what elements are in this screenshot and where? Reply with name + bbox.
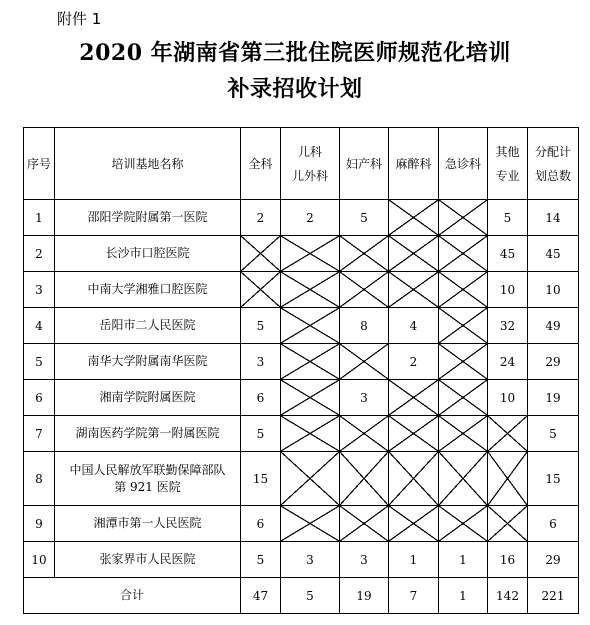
cell-obgyn-crossed (340, 416, 389, 452)
header-quanke: 全科 (241, 128, 281, 200)
cell-other-crossed (488, 506, 528, 542)
cell-anesthesia-crossed (389, 200, 439, 236)
cell-name: 南华大学附属南华医院 (55, 344, 241, 380)
cell-emergency-crossed (439, 272, 488, 308)
cell-quanke-crossed (241, 272, 281, 308)
cell-name: 湘南学院附属医院 (55, 380, 241, 416)
cell-total: 6 (528, 506, 579, 542)
cell-other-crossed (488, 452, 528, 506)
cell-name (55, 452, 241, 506)
cell-anesthesia-crossed (389, 452, 439, 506)
cell-other: 32 (488, 308, 528, 344)
table-row (24, 272, 579, 308)
cell-pediatrics-crossed (281, 308, 340, 344)
table-header-row (24, 128, 579, 200)
cell-other: 24 (488, 344, 528, 380)
cell-name-line2: 第 921 医院 (114, 479, 181, 494)
cell-name: 长沙市口腔医院 (55, 236, 241, 272)
cell-quanke: 5 (241, 542, 281, 578)
cell-total: 10 (528, 272, 579, 308)
cell-pediatrics-crossed (281, 272, 340, 308)
cell-emergency: 1 (439, 542, 488, 578)
cell-seq: 5 (24, 344, 55, 380)
cell-obgyn-crossed (340, 506, 389, 542)
cell-obgyn-crossed (340, 236, 389, 272)
cell-name: 中南大学湘雅口腔医院 (55, 272, 241, 308)
cell-seq: 10 (24, 542, 55, 578)
cell-total: 19 (528, 380, 579, 416)
cell-other: 10 (488, 272, 528, 308)
header-total-line2: 划总数 (534, 168, 571, 183)
total-obgyn: 19 (340, 578, 389, 614)
cell-seq: 3 (24, 272, 55, 308)
table-row (24, 380, 579, 416)
table-row (24, 308, 579, 344)
total-anesthesia: 7 (389, 578, 439, 614)
cell-anesthesia: 1 (389, 542, 439, 578)
recruitment-plan-table (23, 127, 579, 614)
cell-total: 45 (528, 236, 579, 272)
header-total (528, 128, 579, 200)
cell-seq: 2 (24, 236, 55, 272)
cell-seq: 4 (24, 308, 55, 344)
cell-other: 16 (488, 542, 528, 578)
header-total-line1: 分配计 (534, 144, 571, 159)
cell-emergency-crossed (439, 200, 488, 236)
table-total-row (24, 578, 579, 614)
header-pediatrics (281, 128, 340, 200)
cell-emergency-crossed (439, 344, 488, 380)
total-label: 合计 (24, 578, 241, 614)
cell-total: 14 (528, 200, 579, 236)
cell-obgyn: 5 (340, 200, 389, 236)
header-other-line2: 专业 (495, 168, 520, 183)
cell-quanke: 6 (241, 506, 281, 542)
cell-seq: 1 (24, 200, 55, 236)
cell-name: 湖南医药学院第一附属医院 (55, 416, 241, 452)
total-other: 142 (488, 578, 528, 614)
cell-name: 岳阳市二人民医院 (55, 308, 241, 344)
cell-other: 45 (488, 236, 528, 272)
header-pediatrics-line2: 儿外科 (291, 168, 328, 183)
cell-seq: 8 (24, 452, 55, 506)
cell-pediatrics-crossed (281, 236, 340, 272)
header-other-line1: 其他 (495, 144, 520, 159)
cell-pediatrics: 2 (281, 200, 340, 236)
table-row (24, 344, 579, 380)
header-other (488, 128, 528, 200)
document-title-line1: 2020 年湖南省第三批住院医师规范化培训 (79, 40, 511, 66)
cell-quanke: 6 (241, 380, 281, 416)
total-emergency: 1 (439, 578, 488, 614)
cell-pediatrics-crossed (281, 380, 340, 416)
cell-pediatrics-crossed (281, 506, 340, 542)
cell-obgyn: 8 (340, 308, 389, 344)
cell-quanke: 15 (241, 452, 281, 506)
total-quanke: 47 (241, 578, 281, 614)
cell-other: 5 (488, 200, 528, 236)
cell-anesthesia-crossed (389, 416, 439, 452)
cell-obgyn-crossed (340, 452, 389, 506)
cell-total: 29 (528, 344, 579, 380)
table-row (24, 416, 579, 452)
cell-obgyn-crossed (340, 272, 389, 308)
table-row (24, 452, 579, 506)
cell-emergency-crossed (439, 380, 488, 416)
cell-anesthesia-crossed (389, 236, 439, 272)
cell-pediatrics-crossed (281, 344, 340, 380)
cell-anesthesia: 2 (389, 344, 439, 380)
total-total: 221 (528, 578, 579, 614)
cell-pediatrics: 3 (281, 542, 340, 578)
table-row (24, 236, 579, 272)
cell-anesthesia-crossed (389, 272, 439, 308)
cell-anesthesia-crossed (389, 506, 439, 542)
cell-other: 10 (488, 380, 528, 416)
cell-emergency-crossed (439, 452, 488, 506)
cell-name: 张家界市人民医院 (55, 542, 241, 578)
cell-seq: 7 (24, 416, 55, 452)
cell-quanke-crossed (241, 236, 281, 272)
table-row (24, 506, 579, 542)
header-anesthesia: 麻醉科 (389, 128, 439, 200)
cell-pediatrics-crossed (281, 416, 340, 452)
document-title-line2: 补录招收计划 (227, 76, 363, 102)
header-name: 培训基地名称 (55, 128, 241, 200)
cell-seq: 6 (24, 380, 55, 416)
cell-anesthesia-crossed (389, 380, 439, 416)
cell-anesthesia: 4 (389, 308, 439, 344)
cell-emergency-crossed (439, 416, 488, 452)
cell-quanke: 3 (241, 344, 281, 380)
cell-total: 15 (528, 452, 579, 506)
cell-emergency-crossed (439, 236, 488, 272)
cell-total: 49 (528, 308, 579, 344)
cell-seq: 9 (24, 506, 55, 542)
cell-pediatrics-crossed (281, 452, 340, 506)
cell-quanke: 5 (241, 308, 281, 344)
cell-quanke: 5 (241, 416, 281, 452)
header-emergency: 急诊科 (439, 128, 488, 200)
attachment-label: 附件 1 (57, 10, 102, 28)
total-pediatrics: 5 (281, 578, 340, 614)
cell-emergency-crossed (439, 506, 488, 542)
cell-obgyn: 3 (340, 380, 389, 416)
cell-name: 邵阳学院附属第一医院 (55, 200, 241, 236)
table-row (24, 200, 579, 236)
cell-other-crossed (488, 416, 528, 452)
cell-total: 29 (528, 542, 579, 578)
table-row (24, 542, 579, 578)
header-pediatrics-line1: 儿科 (297, 144, 322, 159)
cell-name: 湘潭市第一人民医院 (55, 506, 241, 542)
cell-name-line1: 中国人民解放军联勤保障部队 (69, 462, 226, 477)
header-seq: 序号 (24, 128, 55, 200)
cell-emergency-crossed (439, 308, 488, 344)
cell-obgyn: 3 (340, 542, 389, 578)
cell-obgyn-crossed (340, 344, 389, 380)
cell-quanke: 2 (241, 200, 281, 236)
cell-total: 5 (528, 416, 579, 452)
header-obgyn: 妇产科 (340, 128, 389, 200)
